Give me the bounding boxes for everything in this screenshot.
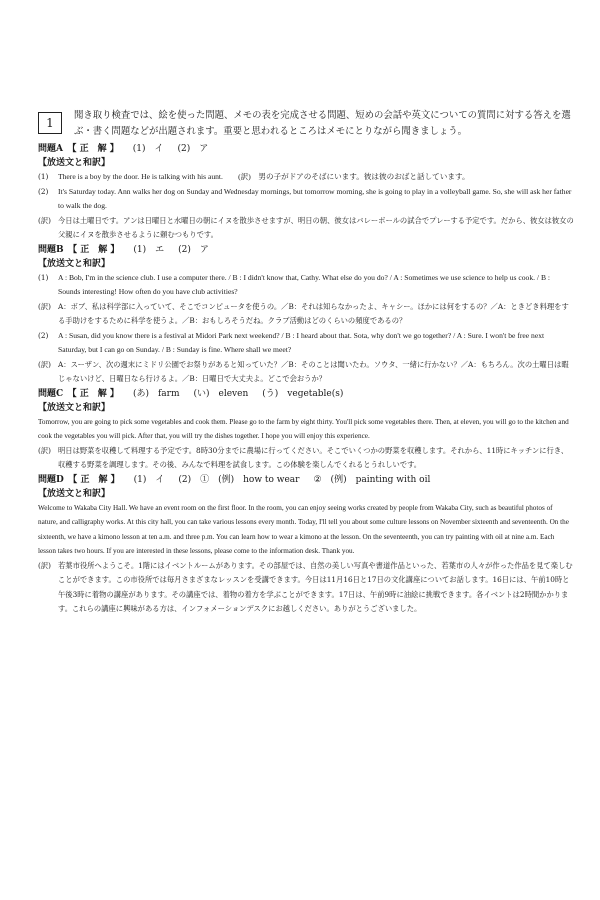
script-line <box>38 271 574 300</box>
question-number-box: 1 <box>38 112 62 134</box>
line-text: A : Susan, did you know there is a festival at Midori Park next weekend? / B : I heard about that. Sota, why don't we go together? / A : Sure. I won't be free next Saturday, but I can go on Sunday. / B : Sunday is fine. Where shall we meet? <box>58 330 545 354</box>
answer-d-2-2: ② (例) painting with oil <box>313 474 431 485</box>
answer-d-2-1: (2) ① (例) how to wear <box>178 474 300 485</box>
problem-c-answer <box>38 388 574 401</box>
line-mark: (訳) <box>38 215 51 225</box>
answer-c-3: (う) vegetable(s) <box>262 388 344 399</box>
answer-a-2: (2) ア <box>177 144 209 154</box>
line-text: A：ボブ、私は科学部に入っていて、そこでコンピュータを使うの。／B：それは知らなかったよ、キャシー。ほかには何をするの？／A：ときどき料理をする手助けをするために科学を使うよ。／B：おもしろそうだね。クラブ活動はどのくらいの頻度であるの？ <box>58 301 569 325</box>
answer-d-1: (1) イ <box>133 474 165 485</box>
line-mark: (訳) <box>38 560 51 570</box>
answer-b-1: (1) エ <box>133 244 165 255</box>
answer-c-2: (い) eleven <box>193 388 249 399</box>
script-heading-c: 【放送文と和訳】 <box>38 402 111 413</box>
english-script-c: Tomorrow, you are going to pick some vegetables and cook them. Please go to the farm by eight thirty. You'll pick some vegetables there. Then, at eleven, you will go to the kitchen and cook the vegetables you will pick. After that, you will try the dishes together. I hope you will enjoy this experience. <box>38 417 569 440</box>
line-mark: (訳) <box>38 359 51 369</box>
answer-a-1: (1) イ <box>132 144 164 154</box>
line-text: It's Saturday today. Ann walks her dog on Sunday and Wednesday mornings, but tomorrow morning, she is going to play in a volleyball game. So, she will ask her father to walk the dog. <box>58 186 572 210</box>
line-text: There is a boy by the door. He is talking with his aunt. (訳) 男の子がドアのそばにいます。彼は彼のおばと話しています。 <box>58 172 470 181</box>
problem-b-label: 問題B 【 正 解 】 <box>38 244 120 255</box>
problem-b-answer <box>38 244 574 257</box>
line-mark: (訳) <box>38 301 51 311</box>
line-mark: (1) <box>38 272 49 282</box>
line-mark: (2) <box>38 330 49 340</box>
script-heading-b: 【放送文と和訳】 <box>38 258 111 269</box>
english-script-d: Welcome to Wakaba City Hall. We have an event room on the first floor. In the room, you can enjoy seeing works created by people from Wakaba City, such as beautiful photos of nature, and calligraphy works. At this city hall, you can take various lessons every month. Today, I'll tell you about some culture lessons on November sixteenth and seventeenth. On the sixteenth, we have a kimono lesson at ten a.m. and three p.m. You can learn how to wear a kimono at the lesson. On the seventeenth, you can try painting with oil at nine a.m. Each lesson takes two hours. If you are interested in these lessons, please come to the information desk. Thank you. <box>38 503 569 555</box>
problem-a-label: 問題A 【 正 解 】 <box>38 144 119 154</box>
line-mark: (訳) <box>38 445 51 455</box>
intro-text: 聞き取り検査では、絵を使った問題、メモの表を完成させる問題、短めの会話や英文についての質問に対する答えを選ぶ・書く問題などが出題されます。重要と思われるところはメモにとりながら聞きましょう。 <box>74 110 571 137</box>
script-line <box>38 329 574 358</box>
script-line <box>38 358 574 387</box>
script-line <box>38 185 574 214</box>
question-header <box>38 108 574 142</box>
answer-c-1: (あ) farm <box>132 388 180 399</box>
script-heading-d: 【放送文と和訳】 <box>38 488 111 499</box>
line-text: 若葉市役所へようこそ。1階にはイベントルームがあります。その部屋では、自然の美しい写真や書道作品といった、若葉市の人々が作った作品を見て楽しむことができます。この市役所では毎月さまざまなレッスンを受講できます。今日は11月16日と17日の文化講座についてお話します。16日には、午前10時と午後3時に着物の講座があります。その講座では、着物の着方を学ぶことができます。17日は、午前9時に油絵に挑戦できます。各イベントは2時間かかります。これらの講座に興味がある方は、インフォメーションデスクにお越しください。ありがとうございました。 <box>58 560 573 613</box>
script-line <box>38 300 574 329</box>
line-text: 明日は野菜を収穫して料理する予定です。8時30分までに農場に行ってください。そこでいくつかの野菜を収穫します。それから、11時にキッチンに行き、収穫する野菜を調理します。その後、みんなで料理を試食します。この体験を楽しんでくれるとうれしいです。 <box>58 445 569 469</box>
translation-c <box>38 444 574 473</box>
problem-d-answer <box>38 474 574 487</box>
script-line <box>38 214 574 243</box>
line-mark: (2) <box>38 186 49 196</box>
line-text: A : Bob, I'm in the science club. I use a computer there. / B : I didn't know that, Cathy. What else do you do? / A : Sometimes we use science to help us cook. / B : Sounds interesting! How often do you have club activities? <box>58 272 551 296</box>
problem-a-answer <box>38 143 574 156</box>
answer-b-2: (2) ア <box>178 244 209 255</box>
script-line <box>38 170 574 185</box>
problem-c-label: 問題C 【 正 解 】 <box>38 388 119 399</box>
translation-d <box>38 559 574 617</box>
answer-page <box>38 108 574 617</box>
script-heading-a: 【放送文と和訳】 <box>38 158 111 168</box>
line-text: 今日は土曜日です。アンは日曜日と水曜日の朝にイヌを散歩させますが、明日の朝、彼女はバレーボールの試合でプレーする予定です。だから、彼女は彼女の父親にイヌを散歩させるように頼むつもりです。 <box>58 215 574 239</box>
problem-d-label: 問題D 【 正 解 】 <box>38 474 120 485</box>
line-text: A：スーザン、次の週末にミドリ公園でお祭りがあると知っていた？／B：そのことは聞いたわ。ソウタ、一緒に行かない？／A：もちろん。次の土曜日は暇じゃないけど、日曜日なら行けるよ。／B：日曜日で大丈夫よ。どこで会おうか？ <box>58 359 569 383</box>
line-mark: (1) <box>38 172 49 181</box>
